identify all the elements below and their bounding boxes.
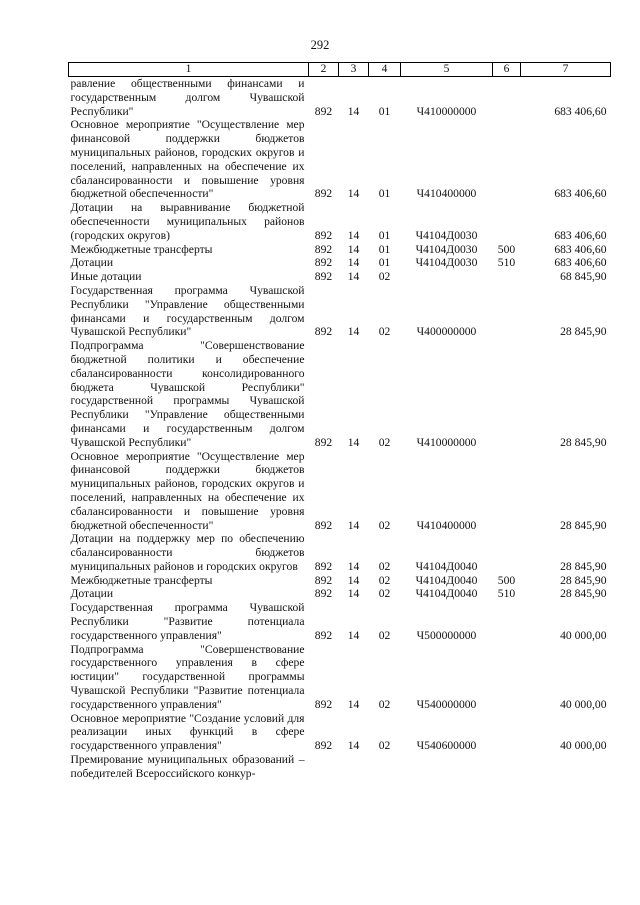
row-description: Государственная программа Чувашской Республики "Развитие потенциала государственного управления" [70, 601, 305, 642]
table-row [69, 587, 611, 601]
row-ministry-code: 892 [314, 739, 333, 753]
row-section-code: 14 [347, 559, 360, 573]
row-target-article: Ч4104Д0040 [415, 559, 478, 573]
table-header [69, 63, 611, 77]
row-description: Дотации [70, 256, 114, 270]
header-col-3: 3 [339, 63, 369, 77]
row-section-code: 14 [347, 242, 360, 256]
row-amount: 683 406,60 [554, 104, 607, 118]
row-ministry-code [309, 753, 339, 781]
row-ministry-code: 892 [314, 573, 333, 587]
row-subsection-code: 01 [378, 187, 391, 201]
row-section-code: 14 [347, 104, 360, 118]
row-subsection-code: 02 [378, 573, 391, 587]
page-number: 292 [310, 38, 330, 52]
header-col-1: 1 [69, 63, 309, 77]
row-description: Государственная программа Чувашской Республики "Управление общественными финансами и государственным долгом Чувашской Республики" [70, 283, 305, 339]
row-amount: 68 845,90 [560, 270, 607, 284]
row-section-code: 14 [347, 573, 360, 587]
row-expense-type: 500 [497, 242, 516, 256]
row-target-article [401, 270, 493, 284]
table-row [69, 77, 611, 119]
row-ministry-code: 892 [314, 104, 333, 118]
row-amount: 40 000,00 [560, 697, 607, 711]
table-row [69, 284, 611, 339]
row-ministry-code: 892 [314, 325, 333, 339]
row-expense-type: 500 [497, 573, 516, 587]
table-row [69, 270, 611, 284]
row-section-code [339, 753, 369, 781]
row-ministry-code: 892 [314, 256, 333, 270]
table-row [69, 201, 611, 242]
row-section-code: 14 [347, 435, 360, 449]
row-amount: 40 000,00 [560, 628, 607, 642]
row-subsection-code: 02 [378, 697, 391, 711]
row-amount: 683 406,60 [554, 242, 607, 256]
header-row [69, 63, 611, 77]
table-row [69, 712, 611, 753]
row-amount: 683 406,60 [554, 187, 607, 201]
table-row [69, 574, 611, 588]
row-amount: 28 845,90 [560, 573, 607, 587]
row-target-article: Ч540600000 [416, 739, 477, 753]
row-subsection-code: 02 [378, 270, 391, 284]
row-section-code: 14 [347, 187, 360, 201]
row-target-article: Ч4104Д0030 [415, 256, 478, 270]
row-target-article: Ч400000000 [416, 325, 477, 339]
row-amount: 28 845,90 [560, 518, 607, 532]
header-col-5: 5 [401, 63, 493, 77]
row-expense-type [493, 118, 521, 201]
row-target-article: Ч410000000 [416, 435, 477, 449]
row-target-article: Ч410400000 [416, 187, 477, 201]
table-row [69, 256, 611, 270]
row-target-article: Ч410400000 [416, 518, 477, 532]
row-description: Подпрограмма "Совершенствование государственного управления в сфере юстиции" государственной программы Чувашской Республики "Развитие потенциала государственного управления" [70, 642, 305, 711]
row-expense-type [493, 284, 521, 339]
row-amount: 28 845,90 [560, 587, 607, 601]
row-subsection-code: 01 [378, 256, 391, 270]
row-amount: 40 000,00 [560, 739, 607, 753]
row-expense-type [493, 532, 521, 573]
row-description: Подпрограмма "Совершенствование бюджетной политики и обеспечение сбалансированности консолидированного бюджета Чувашской Республики" государственной программы Чувашской Республики "Управление общественными финансами и государственным долгом Чувашской Республики" [70, 339, 305, 449]
row-ministry-code: 892 [314, 435, 333, 449]
row-description: Дотации на поддержку мер по обеспечению сбалансированности бюджетов муниципальных районов и городских округов [70, 532, 305, 573]
row-description: Дотации [70, 587, 114, 601]
row-expense-type [493, 201, 521, 242]
row-description: равление общественными финансами и государственным долгом Чувашской Республики" [70, 77, 305, 118]
row-section-code: 14 [347, 228, 360, 242]
budget-table [68, 62, 611, 781]
row-subsection-code: 02 [378, 628, 391, 642]
row-section-code: 14 [347, 256, 360, 270]
row-target-article: Ч4104Д0040 [415, 573, 478, 587]
row-section-code: 14 [347, 325, 360, 339]
row-section-code: 14 [347, 587, 360, 601]
row-subsection-code: 02 [378, 559, 391, 573]
row-description: Основное мероприятие "Создание условий для реализации иных функций в сфере государственного управления" [70, 711, 305, 753]
row-section-code: 14 [347, 628, 360, 642]
row-expense-type [493, 601, 521, 642]
row-amount [521, 753, 611, 781]
table-row [69, 601, 611, 642]
row-target-article: Ч4104Д0040 [415, 587, 478, 601]
row-expense-type: 510 [497, 256, 516, 270]
row-description: Межбюджетные трансферты [70, 573, 213, 587]
row-ministry-code: 892 [314, 587, 333, 601]
row-ministry-code: 892 [314, 270, 333, 284]
row-ministry-code: 892 [314, 187, 333, 201]
row-amount: 28 845,90 [560, 559, 607, 573]
row-expense-type: 510 [497, 587, 516, 601]
row-ministry-code: 892 [314, 697, 333, 711]
row-amount: 28 845,90 [560, 435, 607, 449]
row-target-article [401, 753, 493, 781]
row-subsection-code: 02 [378, 587, 391, 601]
row-ministry-code: 892 [314, 228, 333, 242]
table-row [69, 643, 611, 712]
table-row [69, 532, 611, 573]
table-row [69, 118, 611, 201]
row-ministry-code: 892 [314, 628, 333, 642]
row-expense-type [493, 712, 521, 753]
row-description: Премирование муниципальных образований – победителей Всероссийского конкур- [70, 753, 305, 780]
header-col-7: 7 [521, 63, 611, 77]
row-subsection-code: 02 [378, 518, 391, 532]
row-subsection-code: 01 [378, 104, 391, 118]
row-ministry-code: 892 [314, 242, 333, 256]
row-description: Основное мероприятие "Осуществление мер финансовой поддержки бюджетов муниципальных районов, городских округов и поселений, направленных на обеспечение их сбалансированности и повышение уровня бюджетной обеспеченности" [70, 118, 305, 201]
row-section-code: 14 [347, 518, 360, 532]
row-target-article: Ч500000000 [416, 628, 477, 642]
row-expense-type [493, 643, 521, 712]
row-expense-type [493, 77, 521, 119]
row-section-code: 14 [347, 739, 360, 753]
row-expense-type [493, 753, 521, 781]
row-section-code: 14 [347, 270, 360, 284]
row-subsection-code: 02 [378, 435, 391, 449]
row-subsection-code: 01 [378, 228, 391, 242]
row-description: Межбюджетные трансферты [70, 242, 213, 256]
row-amount: 683 406,60 [554, 256, 607, 270]
row-expense-type [493, 270, 521, 284]
row-subsection-code: 01 [378, 242, 391, 256]
table-body [69, 77, 611, 781]
row-ministry-code: 892 [314, 518, 333, 532]
table-row [69, 243, 611, 257]
row-section-code: 14 [347, 697, 360, 711]
row-amount: 28 845,90 [560, 325, 607, 339]
row-description: Основное мероприятие "Осуществление мер финансовой поддержки бюджетов муниципальных районов, городских округов и поселений, направленных на обеспечение их сбалансированности и повышение уровня бюджетной обеспеченности" [70, 449, 305, 532]
row-expense-type [493, 450, 521, 533]
row-ministry-code: 892 [314, 559, 333, 573]
table-row [69, 450, 611, 533]
header-col-2: 2 [309, 63, 339, 77]
row-amount: 683 406,60 [554, 228, 607, 242]
row-subsection-code [369, 753, 401, 781]
row-target-article: Ч540000000 [416, 697, 477, 711]
row-target-article: Ч410000000 [416, 104, 477, 118]
table-row [69, 753, 611, 781]
header-col-4: 4 [369, 63, 401, 77]
row-subsection-code: 02 [378, 325, 391, 339]
row-target-article: Ч4104Д0030 [415, 228, 478, 242]
header-col-6: 6 [493, 63, 521, 77]
row-description: Дотации на выравнивание бюджетной обеспеченности муниципальных районов (городских округов) [70, 201, 305, 242]
row-subsection-code: 02 [378, 739, 391, 753]
row-expense-type [493, 339, 521, 449]
table-row [69, 339, 611, 449]
row-description: Иные дотации [70, 270, 142, 284]
row-target-article: Ч4104Д0030 [415, 242, 478, 256]
